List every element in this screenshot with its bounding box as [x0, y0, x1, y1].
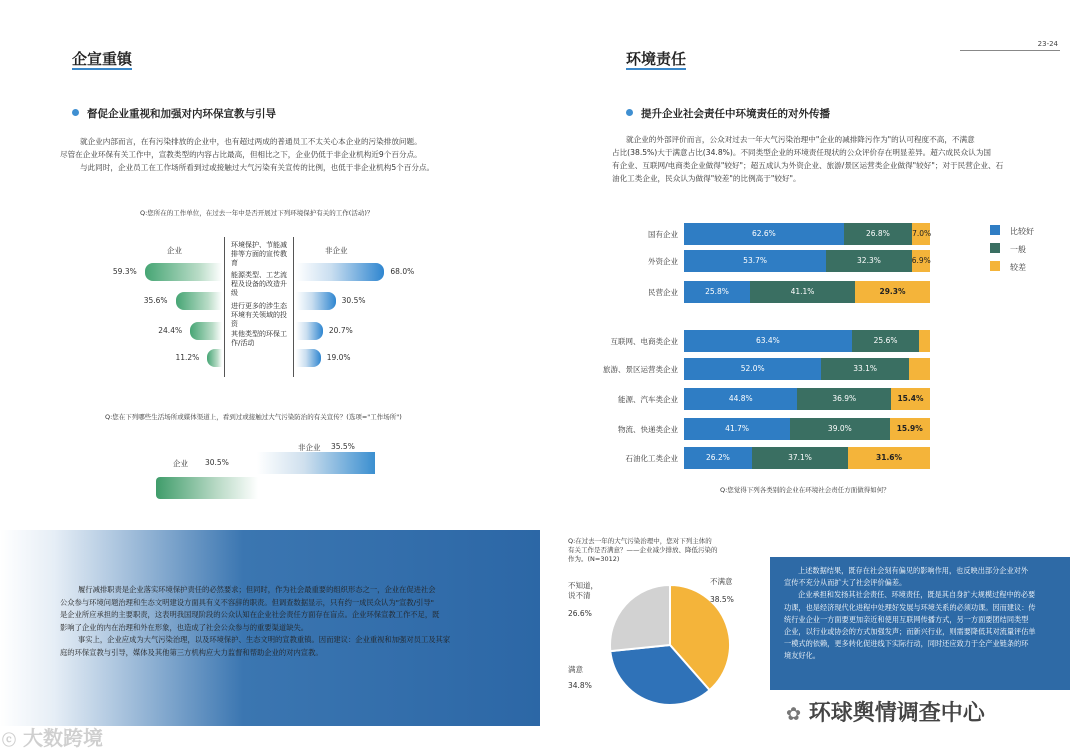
bottom-para-line: 庭的环保宣教与引导，媒体及其他第三方机构应大力监督和帮助企业的对内宣教。 [60, 647, 323, 657]
left-paragraph [60, 135, 500, 174]
stack-bar [684, 330, 930, 352]
legend-label: 比较好 [1010, 227, 1034, 236]
q1-non-header: 非企业 [325, 246, 348, 255]
q1-ent-bar [176, 292, 222, 310]
q1-left-divider [224, 237, 225, 377]
legend-item-poor [990, 261, 1034, 273]
q1-non-pct: 30.5% [341, 296, 366, 305]
left-para-line: 就企业内部而言，在有污染排放的企业中，也有超过两成的普通员工不太关心本企业的污染排放问题。 [80, 137, 422, 146]
left-bottom-paragraph [60, 584, 530, 659]
q1-row-label: 能源类型、工艺流程及设备的改造升级 [231, 271, 287, 297]
pie-slice-value: 26.6% [568, 609, 592, 618]
left-para-line: 尽管在企业环保有关工作中，宣教类型的内容占比最高，但相比之下，企业仍低于非企业机构近9个百分点。 [60, 150, 422, 159]
bottom-para-line: 履行减排职责是企业落实环境保护责任的必然要求；但同时，作为社会最重要的组织形态之一，企业在促进社会 [78, 585, 436, 594]
stack-bar [684, 358, 930, 380]
left-subhead [72, 106, 276, 121]
left-para-line: 与此同时，企业员工在工作场所看到过或接触过大气污染有关宣传的比例，也低于非企业机构5个百分点。 [80, 163, 435, 172]
right-para-line: 就企业的外部评价而言，公众对过去一年大气污染治理中"企业的减排降污作为"的认可程度不高，不满意 [626, 135, 975, 144]
right-para-line: 有企业、互联网/电商类企业做得"较好"；超五成认为外资企业、旅游/景区运营类企业做得"较好"；对于民营企业、石 [612, 161, 1004, 170]
left-subhead-text: 督促企业重视和加强对内环保宣教与引导 [87, 108, 276, 120]
right-watermark [786, 696, 985, 727]
q1-ent-pct: 11.2% [175, 353, 200, 362]
q1-ent-pct: 35.6% [143, 296, 168, 305]
q1-non-pct: 19.0% [326, 353, 351, 362]
stack-row-label: 互联网、电商类企业 [610, 337, 678, 346]
stack-bar [684, 388, 930, 410]
stack-segment: 32.3% [826, 250, 912, 272]
stack-segment: 29.3% [855, 281, 930, 303]
q2-non-bar [257, 452, 375, 474]
stack-row-label: 国有企业 [648, 230, 678, 239]
pie-chart [560, 570, 780, 720]
q1-ent-bar [145, 263, 222, 281]
q2-non-value: 35.5% [331, 442, 355, 451]
right-panel-line: 境友好化。 [784, 651, 820, 661]
q1-row-label: 其他类型的环保工作/活动 [231, 330, 287, 347]
stack-segment: 52.0% [684, 358, 821, 380]
q1-non-pct: 20.7% [328, 326, 353, 335]
stack-row-label: 旅游、景区运营类企业 [603, 365, 678, 374]
bottom-para-line: 影响了企业的内在治理和外在形象，也造成了社会公众参与的重要渠道缺失。 [60, 622, 309, 632]
q1-row-label: 环境保护、节能减排等方面的宣传教育 [231, 241, 287, 267]
bullet-dot-icon [72, 109, 79, 116]
legend-item-good [990, 225, 1034, 237]
pie-slice-name: 不满意 [710, 577, 733, 586]
stack-bar [684, 447, 930, 469]
q1-non-pct: 68.0% [390, 267, 415, 276]
legend-item-average [990, 243, 1034, 255]
stack-segment: 62.6% [684, 223, 844, 245]
stack-segment: 25.8% [684, 281, 750, 303]
stack-row-label: 外资企业 [648, 257, 678, 266]
q2-non-label: 非企业 [298, 443, 321, 452]
right-panel-line: 企业，以行业或协会的方式加强发声；而新兴行业，则需要降低其对流量评估单 [784, 627, 1036, 637]
legend [990, 225, 1034, 273]
stack-bar [684, 418, 930, 440]
stack-bar [684, 281, 930, 303]
q1-non-bar [296, 322, 323, 340]
right-panel-line: 宣传不充分从而扩大了社会评价偏差。 [784, 578, 907, 588]
stack-segment: 7.0% [912, 223, 930, 245]
q1-ent-bar [207, 349, 222, 367]
stack-segment: 15.9% [890, 418, 930, 440]
pie-slice-name: 不知道， [568, 581, 598, 590]
stack-segment: 37.1% [752, 447, 848, 469]
pie-slice-name: 说不清 [568, 591, 591, 600]
q1-non-bar [296, 292, 336, 310]
right-panel-line: 一模式的依赖，更多转化促进线下实际行动，同时还应致力于全产业链条的环 [784, 639, 1029, 649]
stack-segment: 6.9% [912, 250, 930, 272]
stack-segment: 31.6% [848, 447, 930, 469]
stack-segment: 39.0% [790, 418, 889, 440]
right-title-underline [626, 68, 686, 70]
right-para-line: 油化工类企业，民众认为做得"较差"的比例高于"较好"。 [612, 174, 801, 183]
right-panel-line: 企业承担和发扬其社会责任、环境责任，既是其自身扩大规模过程中的必要 [798, 590, 1036, 600]
stack-row-label: 物流、快递类企业 [618, 425, 678, 434]
legend-swatch [990, 225, 1000, 235]
right-para-line: 占比(38.5%)大于满意占比(34.8%)。不同类型企业的环境责任现状的公众评价存在明显差异。超六成民众认为国 [612, 148, 992, 157]
stack-segment [919, 330, 930, 352]
q2-ent-bar [156, 477, 258, 499]
right-section-title: 环境责任 [626, 50, 687, 68]
q2-question: Q:您在下列哪些生活场所或媒体渠道上，看到过或接触过大气污染防治的有关宣传？(选项="工作场所") [105, 413, 402, 421]
stack-segment: 53.7% [684, 250, 826, 272]
pie-question: Q:在过去一年的大气污染治理中，您对下列主体的有关工作是否满意？——企业减少排放、降低污染的作为。(N=3012) [568, 537, 718, 563]
stack-segment: 26.8% [844, 223, 912, 245]
q1-ent-header: 企业 [167, 246, 182, 255]
stack-segment: 33.1% [821, 358, 908, 380]
stack-row-label: 石油化工类企业 [625, 454, 678, 463]
pie-slice-name: 满意 [568, 665, 583, 674]
q1-right-divider [293, 237, 294, 377]
legend-label: 较差 [1010, 263, 1026, 272]
q1-question: Q:您所在的工作单位，在过去一年中是否开展过下列环境保护有关的工作(活动)？ [140, 209, 374, 217]
right-panel-line: 上述数据结果，既存在社会刻有偏见的影响作用，也反映出部分企业对外 [798, 566, 1029, 575]
left-watermark-text: 大数跨境 [22, 726, 103, 750]
legend-label: 一般 [1010, 245, 1026, 254]
stack-segment: 41.1% [750, 281, 855, 303]
right-panel-line: 功课，也是经济现代化进程中处理好发展与环境关系的必须功课。因而建议：传 [784, 602, 1036, 612]
q1-row-label: 进行更多的涉生态环境有关领域的投资 [231, 302, 287, 328]
q1-non-bar [296, 263, 384, 281]
legend-swatch [990, 243, 1000, 253]
watermark-logo-icon: ⓒ [2, 733, 16, 749]
pie-slice-value: 38.5% [710, 595, 734, 604]
right-subhead-text: 提升企业社会责任中环境责任的对外传播 [641, 108, 830, 120]
stack-segment [909, 358, 930, 380]
bullet-dot-icon [626, 109, 633, 116]
left-title-underline [72, 68, 132, 70]
right-subhead [626, 106, 830, 121]
stack-segment: 41.7% [684, 418, 790, 440]
left-section-title: 企宣重镇 [72, 50, 133, 68]
stack-segment: 36.9% [797, 388, 890, 410]
stack-row-label: 民营企业 [648, 288, 678, 297]
q1-ent-pct: 59.3% [112, 267, 137, 276]
q1-non-bar [296, 349, 321, 367]
stack-segment: 26.2% [684, 447, 752, 469]
bottom-para-line: 公众参与环境问题治理和生态文明建设方面具有义不容辞的职责。但调查数据显示，只有约一成民众认为"宣教/引导" [60, 597, 435, 607]
stack-segment: 63.4% [684, 330, 852, 352]
stack-segment: 15.4% [891, 388, 930, 410]
pie-slice-value: 34.8% [568, 681, 592, 690]
pie-slice [610, 585, 670, 651]
wechat-icon: ✿ [786, 704, 802, 725]
stack-bar [684, 223, 930, 245]
legend-swatch [990, 261, 1000, 271]
q2-ent-value: 30.5% [205, 458, 229, 467]
q1-ent-bar [190, 322, 222, 340]
left-watermark [2, 722, 103, 751]
stack-segment: 44.8% [684, 388, 797, 410]
stack-segment: 25.6% [852, 330, 920, 352]
right-panel-line: 统行业企业一方面要更加亲近和使用互联网传播方式，另一方面要团结同类型 [784, 614, 1029, 624]
right-watermark-text: 环球舆情调查中心 [808, 701, 985, 726]
stack-row-label: 能源、汽车类企业 [618, 395, 678, 404]
bottom-para-line: 是企业所应承担的主要职责，这表明我国现阶段的公众认知在企业社会责任方面存在盲点。企业环保宣教工作不足，既 [60, 610, 440, 619]
stack-question: Q:您觉得下列各类别的企业在环境社会责任方面做得如何？ [720, 486, 890, 494]
q2-ent-label: 企业 [173, 459, 188, 468]
q1-ent-pct: 24.4% [158, 326, 183, 335]
stack-bar [684, 250, 930, 272]
right-header-rule [960, 50, 1060, 51]
page-number: 23-24 [1037, 40, 1058, 48]
bottom-para-line: 事实上，企业应成为大气污染治理，以及环境保护、生态文明的宣教重镇。因而建议：企业重视和加强对员工及其家 [78, 635, 451, 644]
right-panel-text [784, 565, 1064, 663]
right-paragraph [612, 133, 1052, 185]
